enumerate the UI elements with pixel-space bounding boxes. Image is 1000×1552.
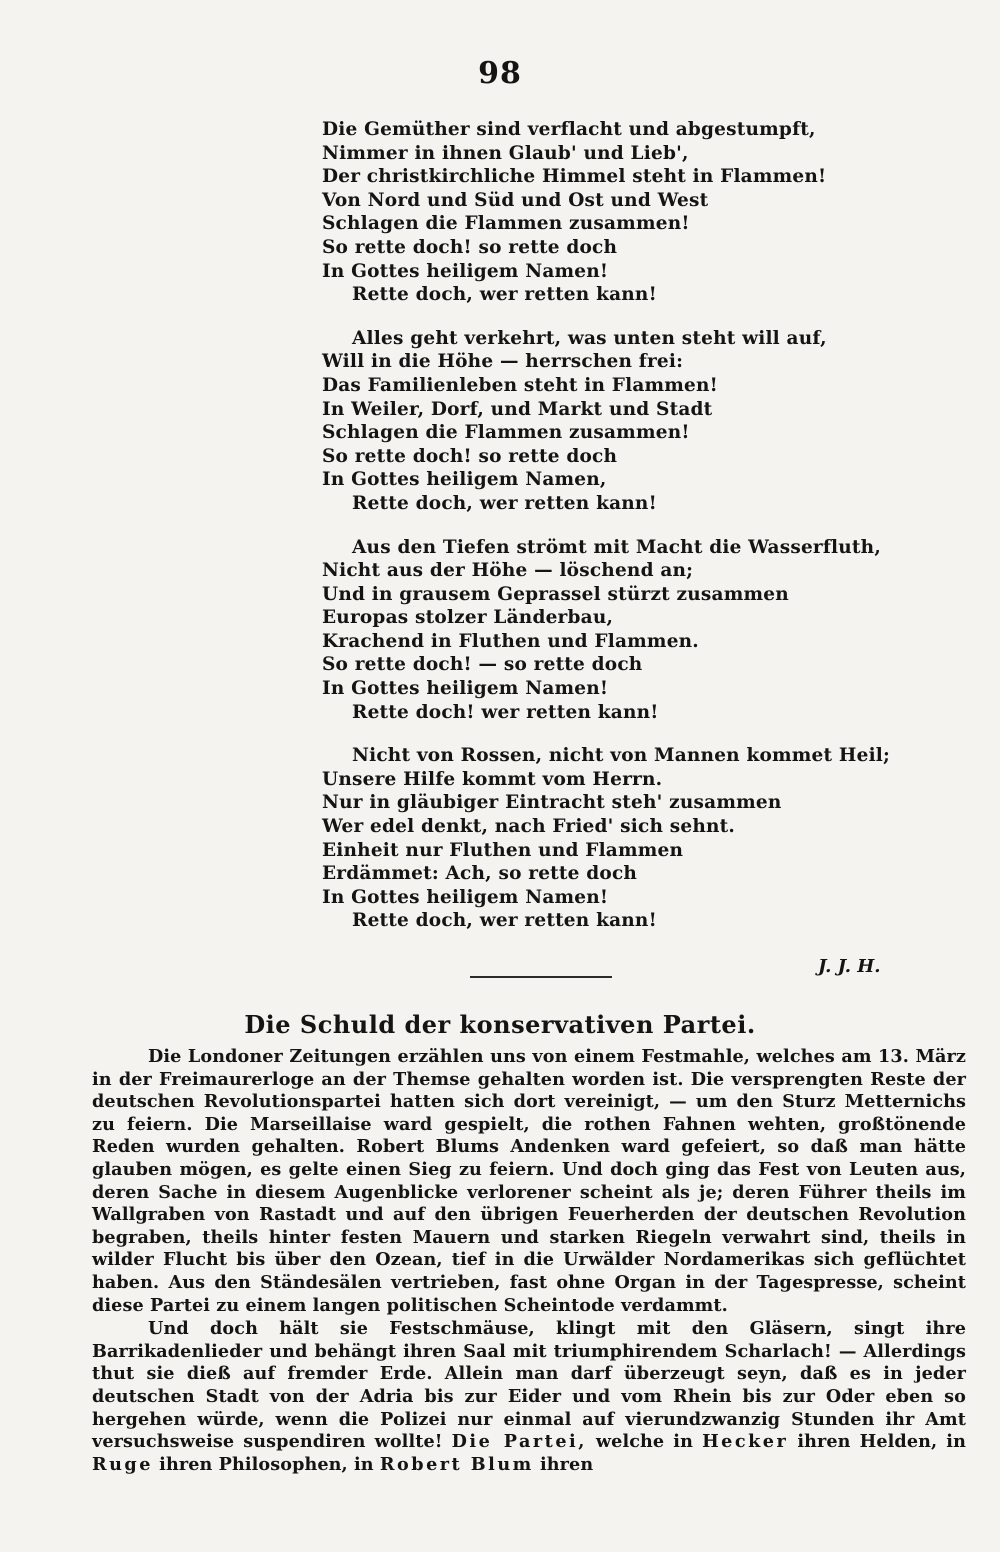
poem-line: Europas stolzer Länderbau, <box>322 607 614 629</box>
article-paragraph: Die Londoner Zeitungen erzählen uns von einem Festmahle, welches am 13. März in der Freimaurerloge an der Themse gehalten worden ist. Die versprengten Reste der deutschen Revolutionspartei hatten sich dort vereinigt, — um den Sturz Metternichs zu feiern. Die Marseillaise ward gespielt, die rothen Fahnen wehten, großtönende Reden wurden gehalten. Robert Blums Andenken ward gefeiert, so daß man hätte glauben mögen, es gelte einen Sieg zu feiern. Und doch ging das Fest von Leuten aus, deren Sache in diesem Augenblicke verlorener scheint als je; deren Führer theils im Wallgraben von Rastadt und auf den übrigen Feuerherden der deutschen Revolution begraben, theils hinter festen Mauern und starken Riegeln verwahrt sind, theils in wilder Flucht bis über den Ozean, tief in die Urwälder Nordamerikas sich geflüchtet haben. Aus den Ständesälen vertrieben, fast ohne Organ in der Tagespresse, scheint diese Partei zu einem langen politischen Scheintode verdammt. <box>92 1046 966 1316</box>
poem-line: Einheit nur Fluthen und Flammen <box>322 839 684 861</box>
poem-line: Nimmer in ihnen Glaub' und Lieb', <box>322 142 689 164</box>
name-hecker: Hecker <box>702 1431 789 1453</box>
poem-line: Das Familienleben steht in Flammen! <box>322 374 718 396</box>
poem-line: Aus den Tiefen strömt mit Macht die Wasserfluth, <box>352 536 881 558</box>
paragraph-text: welche in <box>595 1431 693 1453</box>
section-divider <box>470 976 612 978</box>
paragraph-text: ihren Philosophen, in <box>159 1453 374 1475</box>
poem-line: Die Gemüther sind verflacht und abgestumpft, <box>322 119 816 140</box>
poem-line: Krachend in Fluthen und Flammen. <box>322 630 699 652</box>
article-body <box>92 1046 966 1476</box>
poem-line: Will in die Höhe — herrschen frei: <box>322 351 684 373</box>
poem-refrain-line: Rette doch, wer retten kann! <box>352 492 657 514</box>
poem-line: Schlagen die Flammen zusammen! <box>322 422 690 444</box>
poem-line: Der christkirchliche Himmel steht in Flammen! <box>322 166 827 188</box>
poem-line: So rette doch! so rette doch <box>322 445 618 467</box>
poem-line: In Weiler, Dorf, und Markt und Stadt <box>322 398 713 420</box>
poem <box>322 118 891 953</box>
poem-line: Nur in gläubiger Eintracht steh' zusammen <box>322 792 782 814</box>
poem-refrain-line: Rette doch, wer retten kann! <box>352 284 657 306</box>
poem-signature: J. J. H. <box>818 956 881 977</box>
poem-line: Nicht aus der Höhe — löschend an; <box>322 560 694 582</box>
poem-line: Alles geht verkehrt, was unten steht will auf, <box>352 327 827 349</box>
poem-stanza-2 <box>322 327 842 516</box>
poem-line: Von Nord und Süd und Ost und West <box>322 189 709 211</box>
poem-line: So rette doch! — so rette doch <box>322 654 643 676</box>
poem-stanza-1 <box>322 118 842 307</box>
paragraph-text: ihren Helden, in <box>797 1431 966 1453</box>
poem-line: Wer edel denkt, nach Fried' sich sehnt. <box>322 816 736 838</box>
poem-line: In Gottes heiligem Namen, <box>322 469 607 491</box>
poem-line: Unsere Hilfe kommt vom Herrn. <box>322 768 663 790</box>
name-robert-blum: Robert Blum <box>379 1453 534 1475</box>
poem-line: Erdämmet: Ach, so rette doch <box>322 863 638 885</box>
poem-line: In Gottes heiligem Namen! <box>322 260 609 282</box>
poem-line: Nicht von Rossen, nicht von Mannen kommet Heil; <box>352 745 891 767</box>
poem-line: In Gottes heiligem Namen! <box>322 678 609 700</box>
poem-refrain-line: Rette doch! wer retten kann! <box>352 701 659 723</box>
paragraph-text: Die Partei, <box>451 1431 587 1453</box>
article-paragraph <box>92 1318 966 1476</box>
poem-line: In Gottes heiligem Namen! <box>322 886 609 908</box>
poem-stanza-4 <box>322 744 891 933</box>
poem-line: Schlagen die Flammen zusammen! <box>322 213 690 235</box>
name-ruge: Ruge <box>92 1453 153 1475</box>
paragraph-text: Und doch hält sie Festschmäuse, klingt mit den Gläsern, singt ihre Barrikadenlieder und behängt ihren Saal mit triumphirendem Scharlach! — Allerdings thut sie dieß auf fremder Erde. Allein man darf überzeugt seyn, daß es in jeder deutschen Stadt von der Adria bis zur Eider und vom Rhein bis zur Oder eben so hergehen würde, wenn die Polizei nur einmal auf vierundzwanzig Stunden ihr Amt versuchsweise suspendiren wollte! <box>92 1318 966 1453</box>
paragraph-text: ihren <box>540 1453 594 1475</box>
page-number: 98 <box>478 56 522 91</box>
poem-refrain-line: Rette doch, wer retten kann! <box>352 910 657 932</box>
poem-line: Und in grausem Geprassel stürzt zusammen <box>322 583 789 605</box>
poem-stanza-3 <box>322 536 881 725</box>
poem-line: So rette doch! so rette doch <box>322 236 618 258</box>
article-title: Die Schuld der konservativen Partei. <box>244 1010 756 1039</box>
